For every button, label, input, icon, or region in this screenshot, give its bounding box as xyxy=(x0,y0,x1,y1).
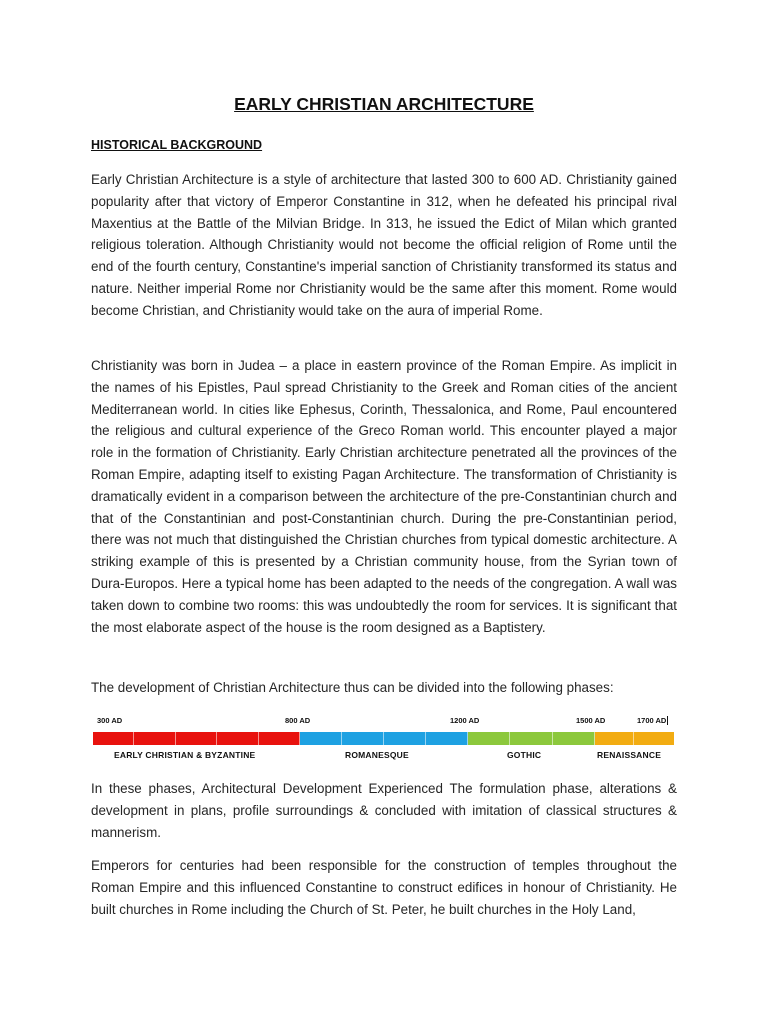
paragraph-historical-background: Early Christian Architecture is a style of architecture that lasted 300 to 600 AD. Christianity gained popularity after that victory of Emperor Constantine in 312, when he defeated his principal rival Maxentius at the Battle of the Milvian Bridge. In 313, he issued the Edict of Milan which granted religious toleration. Although Christianity would not become the official religion of Rome until the end of the fourth century, Constantine's imperial sanction of Christianity transformed its status and nature. Neither imperial Rome nor Christianity would be the same after this moment. Rome would become Christian, and Christianity would take on the aura of imperial Rome. xyxy=(91,172,677,318)
timeline-segment-gothic-3 xyxy=(553,732,595,745)
timeline-segment-gothic-1 xyxy=(468,732,510,745)
timeline-segment-early-christian-byzantine-2 xyxy=(134,732,175,745)
timeline-segment-early-christian-byzantine-1 xyxy=(93,732,134,745)
timeline-segment-renaissance-2 xyxy=(634,732,674,745)
paragraph-phases-intro: The development of Christian Architecture thus can be divided into the following phases: xyxy=(91,680,614,695)
paragraph-phases-description: In these phases, Architectural Development Experienced The formulation phase, alterations & development in plans, profile surroundings & concluded with imitation of classical structures & mannerism. xyxy=(91,781,677,840)
phase-label-gothic: GOTHIC xyxy=(507,750,542,760)
timeline-segment-early-christian-byzantine-4 xyxy=(217,732,258,745)
timeline-label-300: 300 AD xyxy=(97,716,123,725)
timeline-label-1700: 1700 AD xyxy=(637,716,667,725)
timeline-segment-romanesque-3 xyxy=(384,732,426,745)
architecture-timeline xyxy=(93,716,674,766)
timeline-segment-renaissance-1 xyxy=(595,732,635,745)
paragraph-christianity-origins: Christianity was born in Judea – a place in eastern province of the Roman Empire. As implicit in the names of his Epistles, Paul spread Christianity to the Greek and Roman cities of the ancient Mediterranean world. In cities like Ephesus, Corinth, Thessalonica, and Rome, Paul encountered the religious and cultural experience of the Greco Roman world. This encounter played a major role in the formation of Christianity. Early Christian architecture penetrated all the provinces of the Roman Empire, adapting itself to existing Pagan Architecture. The transformation of Christianity is dramatically evident in a comparison between the architecture of the pre-Constantinian church and that of the Constantinian and post-Constantinian church. During the pre-Constantinian period, there was not much that distinguished the Christian churches from typical domestic architecture. A striking example of this is presented by a Christian community house, from the Syrian town of Dura-Europos. Here a typical home has been adapted to the needs of the congregation. A wall was taken down to combine two rooms: this was undoubtedly the room for services. It is significant that the most elaborate aspect of the house is the room designed as a Baptistery. xyxy=(91,358,677,635)
timeline-bar xyxy=(93,732,674,745)
timeline-segment-gothic-2 xyxy=(510,732,552,745)
phase-label-renaissance: RENAISSANCE xyxy=(597,750,662,760)
timeline-segment-romanesque-4 xyxy=(426,732,468,745)
timeline-segment-romanesque-1 xyxy=(300,732,342,745)
timeline-label-1500: 1500 AD xyxy=(576,716,606,725)
timeline-segment-early-christian-byzantine-3 xyxy=(176,732,217,745)
paragraph-constantine-churches: Emperors for centuries had been responsible for the construction of temples throughout the Roman Empire and this influenced Constantine to construct edifices in honour of Christianity. He built churches in Rome including the Church of St. Peter, he built churches in the Holy Land, xyxy=(91,858,677,917)
timeline-segment-romanesque-2 xyxy=(342,732,384,745)
document-title: EARLY CHRISTIAN ARCHITECTURE xyxy=(234,94,534,114)
phase-label-early-christian: EARLY CHRISTIAN & BYZANTINE xyxy=(114,750,256,760)
timeline-label-800: 800 AD xyxy=(285,716,311,725)
timeline-segment-early-christian-byzantine-5 xyxy=(259,732,300,745)
timeline-label-1200: 1200 AD xyxy=(450,716,480,725)
section-heading: HISTORICAL BACKGROUND xyxy=(91,138,263,152)
phase-label-romanesque: ROMANESQUE xyxy=(345,750,409,760)
